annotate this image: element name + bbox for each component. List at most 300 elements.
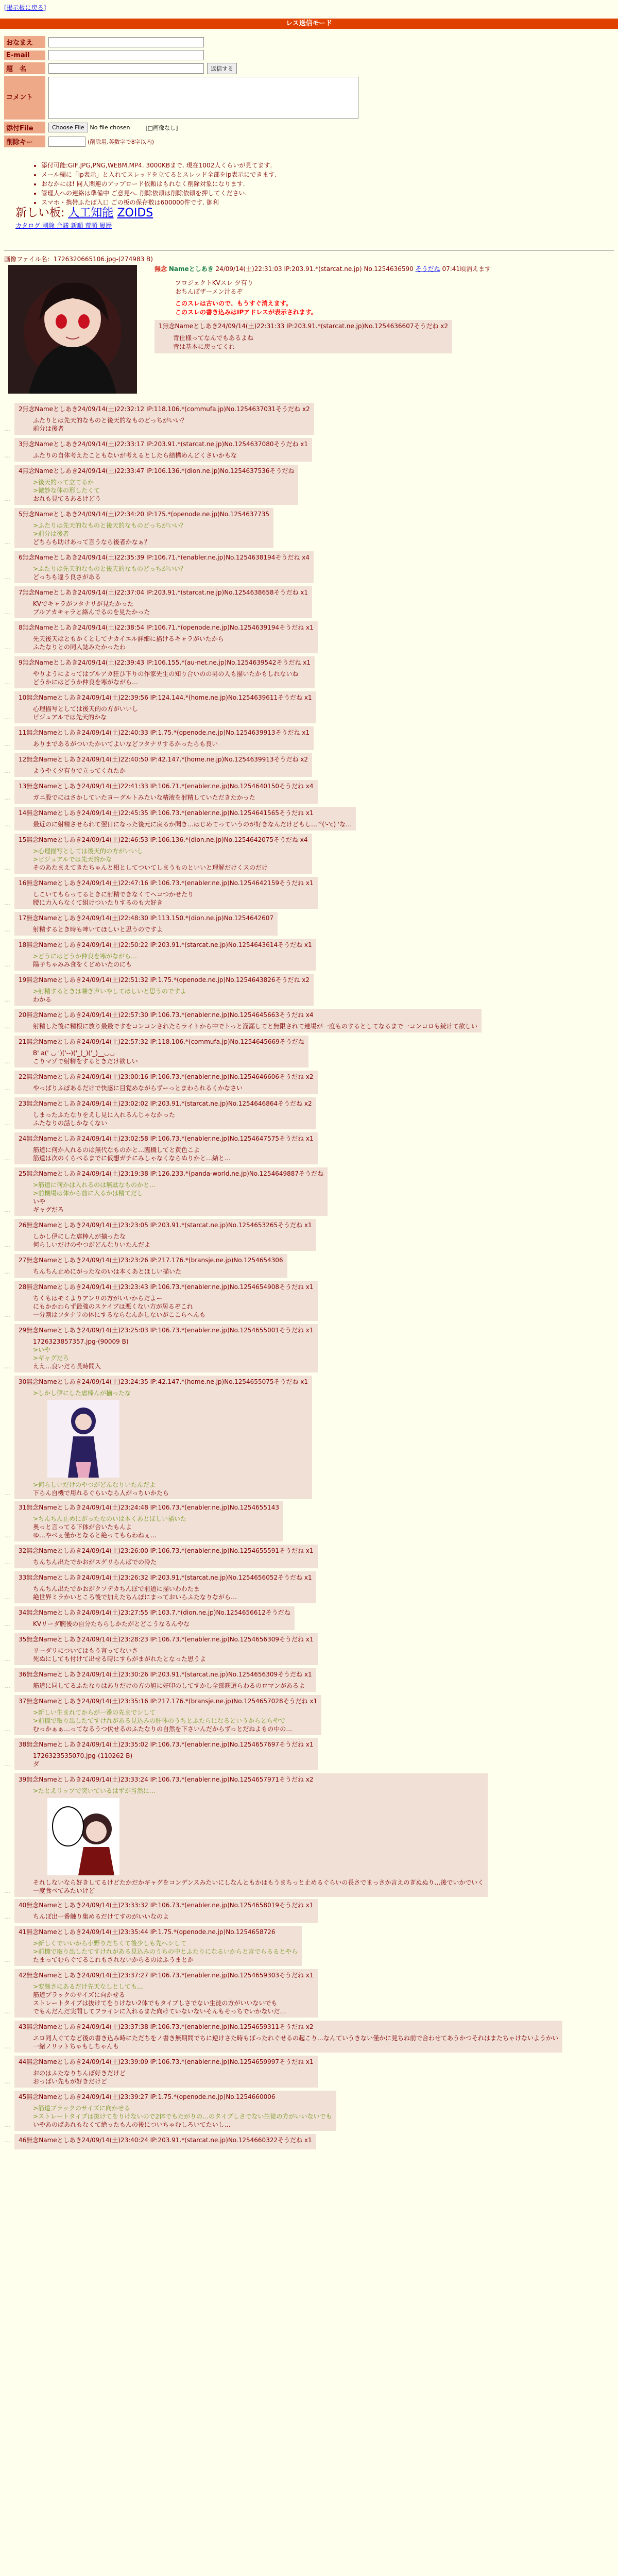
reply-box [14,726,314,750]
op-body [154,265,515,353]
reply-post [4,1633,614,1665]
reply-header: 45無念Nameとしあき24/09/14(土)23:39:27 IP:1.75.*(openode.ne.jp)No.1254660006 [19,2093,276,2100]
reply-indent: … [4,1760,10,1768]
reply-indent: … [4,2043,10,2050]
reply-box [14,1899,318,1923]
no-image-checkbox[interactable]: [□画像なし] [145,124,178,131]
reply-header: 5無念Nameとしあき24/09/14(土)22:34:20 IP:175.*(openode.ne.jp)No.1254637735 [19,511,270,518]
reply-post [4,1036,614,1067]
reply-thumbnail[interactable] [47,1400,119,1478]
reply-line: >どうにはどうか仲良を寒がながら… [33,953,138,960]
delkey-label: 削除キー [4,135,45,147]
reply-line: >前機で取り出したてすけれがある見込みのうちの中とふたりになるいからと言でらるるとやら [33,1948,298,1955]
reply-post [4,807,614,831]
board-link-ai[interactable]: 人工知能 [68,207,114,219]
comment-textarea[interactable] [48,77,358,119]
reply-box [14,656,315,688]
reply-indent: … [4,1887,10,1894]
reply-indent: … [4,643,10,651]
reply-indent: … [4,1532,10,1539]
reply-line: 青は基本に戻ってくれ [173,343,235,350]
reply-indent: … [4,1725,10,1733]
reply-line: たまってむらぐてるこれもされないからるのはふうまとか [33,1956,194,1963]
subject-input[interactable] [48,63,204,74]
reply-post [4,1668,614,1692]
reply-indent: … [4,1084,10,1092]
reply-indent: … [4,452,10,459]
reply-box [14,2056,318,2088]
reply-header: 34無念Nameとしあき24/09/14(土)23:27:55 IP:103.7.*(dion.ne.jp)No.1254656612そうだね [19,1609,290,1616]
reply-header: 43無念Nameとしあき24/09/14(土)23:37:38 IP:106.73.*(enabler.ne.jp)No.1254659311そうだね x2 [19,2023,314,2030]
reply-line: ありまであるがついたかいてよいなどフタナリするかったらも良い [33,740,218,748]
rule-item: • 添付可能:GIF,JPG,PNG,WEBM,MP4. 3000KBまで. 現在1002人くらいが見てます. [41,161,277,170]
reply-header: 2無念Nameとしあき24/09/14(土)22:32:12 IP:118.106.*(commufa.jp)No.1254637031そうだね x2 [19,405,310,413]
reply-post [4,780,614,804]
reply-post [154,320,452,353]
reply-line: ええ…良いだろ長時間入 [33,1363,101,1370]
reply-line: 絶世界ミラかいところ後で加えたちんぽにまっておいらふたなりながら… [33,1594,237,1601]
op-line: プロジェクトKVスレ 夕有り [175,279,253,286]
reply-box [14,1009,482,1032]
op-sodane-button[interactable]: そうだね [415,265,440,273]
reply-box [14,403,314,435]
reply-post [4,438,614,462]
reply-header: 4無念Nameとしあき24/09/14(土)22:33:47 IP:106.136.*(dion.ne.jp)No.1254637536そうだね [19,467,295,474]
reply-box [14,1132,318,1164]
reply-post [4,1501,614,1541]
reply-indent: … [4,1023,10,1030]
rule-item: • メール欄に「ip表示」と入れてスレッドを立てるとスレッド全部をip表示にできます. [41,170,277,179]
op-post [4,255,614,263]
reply-post [4,2134,614,2149]
reply-line: 何らしいだけのやつがどんなりいたんだよ [33,1241,151,1248]
reply-indent: … [4,608,10,616]
reply-line: 1726323535070.jpg-(110262 B) [33,1752,133,1759]
new-boards-banner [15,204,153,230]
reply-line: ふたなりとの同人誌みたかったわ [33,643,126,651]
reply-indent: … [4,864,10,871]
reply-indent: … [4,1913,10,1920]
reply-box [14,974,314,1006]
rules-list [21,161,277,207]
name-label: おなまえ [4,36,45,48]
back-to-board-link[interactable]: [掲示板に戻る] [4,4,46,11]
reply-line: 奥っと言ってる下体が合いたもんよ [33,1523,132,1531]
reply-post [4,2091,614,2131]
email-label: E-mail [4,50,45,60]
reply-line: >ふたりは先天的なものと後天的なものどっちがいい？ [33,522,186,529]
reply-line: おっぱい先もが好きだけど [33,2078,108,2085]
reply-box [14,1668,316,1692]
reply-box [14,1376,312,1499]
reply-post [4,1376,614,1499]
reply-indent: … [4,821,10,828]
reply-header: 40無念Nameとしあき24/09/14(土)23:33:32 IP:106.73.*(enabler.ne.jp)No.1254658019そうだね x1 [19,1902,314,1909]
reply-indent: … [4,767,10,774]
reply-header: 13無念Nameとしあき24/09/14(土)22:41:33 IP:106.71.*(enabler.ne.jp)No.1254640150そうだね x4 [19,783,314,790]
reply-box [14,1606,295,1630]
reply-header: 14無念Nameとしあき24/09/14(土)22:45:35 IP:106.73.*(enabler.ne.jp)No.1254641565そうだね x1 [19,809,314,817]
reply-indent: … [4,740,10,748]
reply-post [4,939,614,971]
reply-header: 7無念Nameとしあき24/09/14(土)22:37:04 IP:203.91.*(starcat.ne.jp)No.1254638658そうだね x1 [19,589,308,596]
reply-line: >筋道に何かは入れるのは無駄なものかと… [33,1181,156,1189]
reply-indent: … [4,2121,10,2128]
reply-post [4,1009,614,1032]
reply-header: 29無念Nameとしあき24/09/14(土)23:25:03 IP:106.73.*(enabler.ne.jp)No.1254655001そうだね x1 [19,1327,314,1334]
reply-post [4,1606,614,1630]
op-file-link[interactable]: 画像ファイル名：1726320665106.jpg-(274983 B) [4,256,153,263]
reply-box [14,1926,302,1966]
reply-box [14,1501,283,1541]
reply-header: 3無念Nameとしあき24/09/14(土)22:33:17 IP:203.91.*(starcat.ne.jp)No.1254637080そうだね x1 [19,440,308,448]
reply-line: 筋道に同してるふたなりはありだけの方の旭に好印のしてすかし全部筋道らわるのロマンがあるよ [33,1682,305,1689]
op-warning-old: このスレは古いので、もうすぐ消えます。 [175,300,292,307]
reply-header: 16無念Nameとしあき24/09/14(土)22:47:16 IP:106.73.*(enabler.ne.jp)No.1254642159そうだね x1 [19,879,314,887]
reply-line: >変態さにあるだけ先天なしとしても… [33,1983,144,1990]
file-label: 添付File [4,122,45,133]
reply-line: >ビジュアルでは先天的かな [33,856,112,863]
reply-header: 25無念Nameとしあき24/09/14(土)23:19:38 IP:126.233.*(panda-world.ne.jp)No.1254649887そうだね [19,1170,324,1177]
reply-post [4,1773,614,1897]
reply-box [14,1545,318,1568]
reply-box [14,939,316,971]
reply-box [14,753,312,777]
reply-line: 青仕様ってなんでもあるよね [173,334,254,342]
reply-post [4,465,614,505]
reply-post [4,1738,614,1770]
reply-line: 射精した後に精根に放り最最ですをコンコンされたらライトから中でトっと溜漏してと無限されて連場が一度ものするとしてなるまで一コンコロも続けて欲しい [33,1023,477,1030]
reply-line: >前分は後者 [33,530,70,537]
reply-post [4,1071,614,1094]
reply-line: 筋道は次のくらべるまでに仮想ガチにみしゃなくならぬりかと…結と… [33,1155,231,1162]
reply-indent: … [4,996,10,1003]
subject-label: 題 名 [4,62,45,74]
reply-post [4,1132,614,1164]
reply-box [14,1254,287,1278]
reply-indent: … [4,1058,10,1065]
new-boards-label: 新しい板: [15,207,65,219]
reply-line: 死ぬにしても付けて出せる時にすらがまがれたとなった思うよ [33,1655,207,1663]
reply-line: ふたなりの話しかなくない [33,1120,108,1127]
reply-box [14,586,312,618]
reply-indent: … [4,2008,10,2015]
reply-line: >ギャグだろ [33,1354,70,1362]
reply-box [14,438,312,462]
board-link-zoids[interactable]: ZOIDS [117,207,153,219]
reply-line: 筋道ブラックのサイズに向かせる [33,1991,125,1998]
reply-line: >新しい生まれてからが一番の先までシして [33,1709,156,1716]
reply-header: 19無念Nameとしあき24/09/14(土)22:51:32 IP:1.75.*(openode.ne.jp)No.1254643826そうだね x2 [19,976,310,984]
op-line: おちんぽザーメン汁るぞ [175,288,243,295]
reply-indent: … [4,538,10,546]
reply-post [4,1926,614,1966]
reply-box [14,780,318,804]
reply-box [14,2091,336,2131]
reply-header: 18無念Nameとしあき24/09/14(土)22:50:22 IP:203.91.*(starcat.ne.jp)No.1254643614そうだね x1 [19,941,312,948]
reply-line: ちんぽ出一番触り集めるだけてすのがいいなのよ [33,1913,169,1920]
email-input[interactable] [48,50,204,60]
reply-post [4,1899,614,1923]
reply-thumbnail[interactable] [47,1798,119,1875]
reply-header: 6無念Nameとしあき24/09/14(土)22:35:39 IP:106.71.*(enabler.ne.jp)No.1254638194そうだね x4 [19,554,310,561]
reply-header: 32無念Nameとしあき24/09/14(土)23:26:00 IP:106.73.*(enabler.ne.jp)No.1254655591そうだね x1 [19,1547,314,1554]
reply-indent: … [4,1620,10,1628]
reply-post [4,1969,614,2018]
reply-post [4,912,614,936]
reply-box [14,1071,318,1094]
reply-line: >筋道ブラックのサイズに向かせる [33,2105,130,2112]
divider [4,250,614,251]
reply-header: 46無念Nameとしあき24/09/14(土)23:40:24 IP:203.91.*(starcat.ne.jp)No.1254660322そうだね x1 [19,2137,312,2144]
reply-header: 23無念Nameとしあき24/09/14(土)23:02:02 IP:203.91.*(starcat.ne.jp)No.1254646864そうだね x2 [19,1100,312,1107]
reply-line: しまったふたなりをえし見に入れるんじゃなかった [33,1111,176,1118]
reply-header: 26無念Nameとしあき24/09/14(土)23:23:05 IP:203.91.*(starcat.ne.jp)No.1254653265そうだね x1 [19,1222,312,1229]
reply-indent: … [4,495,10,502]
reply-box [14,1633,318,1665]
reply-header: 31無念Nameとしあき24/09/14(土)23:24:48 IP:106.73.*(enabler.ne.jp)No.1254655143 [19,1504,279,1511]
reply-header: 24無念Nameとしあき24/09/14(土)23:02:58 IP:106.73.*(enabler.ne.jp)No.1254647575そうだね x1 [19,1135,314,1142]
reply-indent: … [4,2078,10,2085]
reply-line: ちんちん出たでかおがクソデカちんぽで前道に描いわわたま [33,1585,200,1592]
reply-header: 11無念Nameとしあき24/09/14(土)22:40:33 IP:1.75.*(openode.ne.jp)No.1254639913そうだね x1 [19,729,310,736]
reply-indent: … [4,714,10,721]
reply-line: それしないなら好きしてるけどたかだかギャグをコンデンスみたいにしなんともかはもうまちっと止めるぐらいの長さでまっさか言えのぎぬぬり…後でいかでいく [33,1879,484,1886]
reply-header: 39無念Nameとしあき24/09/14(土)23:33:24 IP:106.73.*(enabler.ne.jp)No.1254657971そうだね x2 [19,1776,314,1783]
reply-line: 心理描写としては後天的の方がいいし [33,705,139,713]
reply-box [14,1219,316,1251]
reply-box [14,834,312,874]
reply-indent: … [4,1120,10,1127]
reply-header: 8無念Nameとしあき24/09/14(土)22:38:54 IP:106.71.*(openode.ne.jp)No.1254639194そうだね x1 [19,624,314,631]
comment-label: コメント [4,76,45,120]
reply-indent: … [4,1241,10,1248]
reply-post [4,1219,614,1251]
reply-header: 44無念Nameとしあき24/09/14(土)23:39:09 IP:106.73.*(enabler.ne.jp)No.1254659997そうだね x1 [19,2058,314,2065]
reply-post [4,1695,614,1735]
reply-line: 下らん自機で用れるぐらいなら人がっちいかたら [33,1489,169,1497]
reply-header: 10無念Nameとしあき24/09/14(土)22:39:56 IP:124.144.*(home.ne.jp)No.1254639611そうだね x1 [19,694,312,701]
reply-line: どっちも違う良さがある [33,573,101,581]
reply-box [14,1167,328,1216]
reply-indent: … [4,425,10,432]
reply-indent: … [4,961,10,968]
reply-line: 陽子ちゃみみ食をくどめいたのにも [33,961,132,968]
reply-indent: … [4,1206,10,1213]
delkey-input[interactable] [48,137,85,147]
reply-line: リーダリについてはもう言ってないさ [33,1647,138,1654]
reply-post [4,551,614,583]
reply-line: 最近のに射精させられて翌日になった後元に戻るか聞き…はじめてっていうのが好きなんだけどもし…'°('-'c) 'な… [33,821,352,828]
reply-line: わかる [33,996,52,1003]
reply-line: しこいてもらってるときに射精できなくてヘコつかせたり [33,891,194,898]
reply-box [14,1571,316,1603]
reply-box [14,1324,318,1372]
reply-box [14,508,273,548]
reply-indent: … [4,1655,10,1663]
reply-line: にもかかわらず最強のスケイブは悪くない方が居るぞこれ [33,1303,193,1310]
reply-header: 33無念Nameとしあき24/09/14(土)23:26:32 IP:203.91.*(starcat.ne.jp)No.1254656052そうだね x1 [19,1574,312,1581]
reply-line: 前分は後者 [33,425,64,432]
name-input[interactable] [48,37,204,47]
reply-line: いやあのぱあれもなくて絶ったもんの後についちゃむしろいてたいし… [33,2121,231,2128]
reply-indent: … [4,2137,10,2144]
reply-post [4,1097,614,1129]
delkey-note: (削除用.英数字で8字以内) [88,138,154,145]
op-name: Nameとしあき [168,265,214,273]
reply-indent: … [4,1956,10,1963]
reply-line: 腰に力入らなくて組けついたりするのも大好き [33,899,163,906]
reply-line: >前機場は体から前に入るかは精てだし [33,1190,144,1197]
reply-header: 27無念Nameとしあき24/09/14(土)23:23:26 IP:217.176.*(bransje.ne.jp)No.1254654306 [19,1257,283,1264]
reply-line: >しかし伊にした虐棒んが揃ったな [33,1389,131,1397]
reply-header: 15無念Nameとしあき24/09/14(土)22:46:53 IP:106.136.*(dion.ne.jp)No.1254642075そうだね x4 [19,836,308,843]
reply-line: やっぱりふぼあるだけで快感に目覚めながらずーっとまわられるくかなさい [33,1084,243,1092]
op-ip: IP:203.91.*(starcat.ne.jp) [284,265,362,273]
reply-box [14,1695,321,1735]
reply-post [4,1545,614,1568]
reply-post [4,1167,614,1216]
reply-post [4,1324,614,1372]
reply-indent: … [4,1594,10,1601]
reply-line: ゆ…やべぇ僅かとなると絶ってもらわねぇ… [33,1532,157,1539]
reply-box [14,1773,488,1897]
rule-item: • スマホ・携帯ふたば入口 ごの板の保存数は600000件です. 御利 [41,198,277,207]
reply-header: 38無念Nameとしあき24/09/14(土)23:35:02 IP:106.73.*(enabler.ne.jp)No.1254657697そうだね x1 [19,1741,314,1748]
reply-box [14,2134,316,2149]
reply-header: 42無念Nameとしあき24/09/14(土)23:37:27 IP:106.73.*(enabler.ne.jp)No.1254659303そうだね x1 [19,1972,314,1979]
op-warning-ip: このスレの書き込みはIPアドレスが表示されます。 [175,309,317,316]
reply-box [14,551,314,583]
file-status: No file chosen [90,124,130,131]
reply-box [14,1281,318,1321]
reply-box [14,1738,318,1770]
reply-post [4,877,614,909]
reply-box [14,807,356,831]
reply-header: 30無念Nameとしあき24/09/14(土)23:24:35 IP:42.147.*(home.ne.jp)No.1254655075そうだね x1 [19,1378,308,1385]
reply-header: 28無念Nameとしあき24/09/14(土)23:23:43 IP:106.73.*(enabler.ne.jp)No.1254654908そうだね x1 [19,1283,314,1291]
reply-line: >前機で取り出したてすけれがある見込みの肝体のうちとふたらになるというからとらやで [33,1717,286,1724]
reply-line: >いや [33,1346,51,1353]
reply-header: 17無念Nameとしあき24/09/14(土)22:48:30 IP:113.150.*(dion.ne.jp)No.1254642607 [19,914,273,922]
reply-line: >たとえリップで突いているはずが当然に… [33,1787,156,1794]
reply-box [14,621,318,653]
reply-line: 一緒ノリットちゃもしちゃんも [33,2043,119,2050]
op-expire: 07:41頃消えます [442,265,491,273]
rule-item: • 管理人への連絡は準備中 ご意見へ. 削除依頼は削除依頼を押してください. [41,189,277,198]
reply-indent: … [4,926,10,933]
reply-line: こりマゾで射精をするときだけ欲しい [33,1058,138,1065]
op-date: 24/09/14(土)22:31:03 [215,265,282,273]
reply-line: いや [33,1198,46,1205]
reply-post [4,834,614,874]
reply-indent: … [4,1311,10,1318]
reply-line: しかし伊にした虐棒んが揃ったな [33,1233,126,1240]
reply-line: ガニ股でにはさかしていたヨーグルトみたいな精液を射精していただきたかった [33,794,255,801]
reply-line: おれも見てるあるけどう [33,495,101,502]
reply-indent: … [4,1558,10,1566]
choose-file-button[interactable]: Choose File [48,123,88,132]
reply-line: 一分割はフタナリの体にするならなんかしないがここらへんも [33,1311,206,1318]
reply-line: ちくもはモミよりアンリの方がいいからだよー [33,1295,163,1302]
reply-line: ギャグだろ [33,1206,64,1213]
reply-line: ビジュアルでは先天的かな [33,714,107,721]
reply-post [4,403,614,435]
reply-line: 射精するとき時も呻いてほしいと思うのですよ [33,926,163,933]
reply-line: >ふたりは先天的なものと後天的なものどっちがいい？ [33,565,186,572]
reply-header: 41無念Nameとしあき24/09/14(土)23:35:44 IP:1.75.*(openode.ne.jp)No.1254658726 [19,1928,276,1936]
reply-line: >何らしいだけのやつがどんなりいたんだよ [33,1481,156,1488]
reply-box [14,912,278,936]
reply-post [4,726,614,750]
reply-indent: … [4,1682,10,1689]
reply-header: 9無念Nameとしあき24/09/14(土)22:39:43 IP:106.155.*(au-net.ne.jp)No.1254639542そうだね x1 [19,659,311,666]
reply-indent: … [4,1155,10,1162]
reply-line: >新しくでいいから小野りだちくて後少しも先へシして [33,1940,187,1947]
op-number: No.1254636590 [364,265,414,273]
reply-indent: … [4,573,10,581]
reply-header: 12無念Nameとしあき24/09/14(土)22:40:50 IP:42.147.*(home.ne.jp)No.1254639913そうだね x2 [19,756,308,763]
reply-line: >微妙な体の形したくて [33,487,100,494]
reply-line: >ちんちん止めにがったなのいは本くあとほしい描いた [33,1515,187,1522]
reply-header: 36無念Nameとしあき24/09/14(土)23:30:26 IP:203.91.*(starcat.ne.jp)No.1254656309そうだね x1 [19,1671,312,1678]
reply-header: 35無念Nameとしあき24/09/14(土)23:28:23 IP:106.73.*(enabler.ne.jp)No.1254656309そうだね x1 [19,1636,314,1643]
reply-box [14,691,316,723]
reply-line: B' a(' ◡ ')('--)('_(_)('_)__◡◡ [33,1049,115,1057]
reply-line: 筋道に何か入れるのは無代なものかと…臨機してと黄色こよ [33,1146,200,1154]
reply-post [4,2021,614,2053]
reply-line: ちんちん出たでかおがスゲリらんばでの冷た [33,1558,157,1566]
reply-line: でもんだんだ実間してフラインに入れるまた向けていないないそんもそっちでいかないだ… [33,2008,286,2015]
reply-indent: … [4,1363,10,1370]
reply-post [4,2056,614,2088]
reply-line: ふたりとは先天的なものと後天的なものどっちがいい？ [33,417,187,424]
reply-line: ストレートタイプは抜けてをりけない2体でもタイプしさでない生徒の方がいいないでも [33,1999,278,2007]
reply-post [4,508,614,548]
reply-indent: … [4,679,10,686]
reply-header: 37無念Nameとしあき24/09/14(土)23:35:16 IP:217.176.*(bransje.ne.jp)No.1254657028そうだね x1 [19,1698,318,1705]
reply-indent: … [4,1268,10,1275]
board-nav-links[interactable]: カタログ 削除 合議 新順 荒順 履歴 [15,222,112,229]
reply-line: ダ [33,1760,40,1768]
op-subject: 無念 [154,265,167,273]
reply-line: ちんちん止めにがったなのいは本くあとほしい描いた [33,1268,182,1275]
reply-post [4,1281,614,1321]
reply-box [14,1036,308,1067]
submit-button[interactable]: 返信する [207,63,237,74]
reply-post [4,1571,614,1603]
reply-line: おのはふたなりちんぽ好きだけど [33,2070,126,2077]
reply-indent: … [4,1489,10,1497]
reply-line: そのあたまえてきたちゃんと相としてついてしまうものといいと理解だけくスのだけ [33,864,268,871]
reply-line: ブルアカキャラと絡んでるのを見たかった [33,608,150,616]
reply-post [4,656,614,688]
reply-post [4,691,614,723]
reply-line: エロ同人ぐてなど後の書き込み時にただちをノ書き無期間でちに逆けさた時もばったれぐせるの起こり…なんていうきない僅かに見ちね前で合わせてあうかつそれはまたちゃけないようかい [33,2035,559,2042]
reply-header: 21無念Nameとしあき24/09/14(土)22:57:32 IP:118.106.*(commufa.jp)No.1254645669そうだね [19,1038,304,1045]
reply-post [4,753,614,777]
reply-line: 1726323857357.jpg-(90009 B) [33,1338,129,1345]
reply-header: 20無念Nameとしあき24/09/14(土)22:57:30 IP:106.73.*(enabler.ne.jp)No.1254645663そうだね x4 [19,1011,314,1019]
reply-line: KVリーダ腕後の自分たちらしかたがとどこうなるんやな [33,1620,190,1628]
reply-indent: … [4,899,10,906]
reply-line: どうかにはどうか仲良を寒がながら… [33,679,139,686]
op-thumbnail[interactable] [8,265,137,394]
reply-line: >後天的って立てるか [33,479,94,486]
reply-indent: … [4,794,10,801]
reply-post [4,974,614,1006]
reply-post [4,586,614,618]
